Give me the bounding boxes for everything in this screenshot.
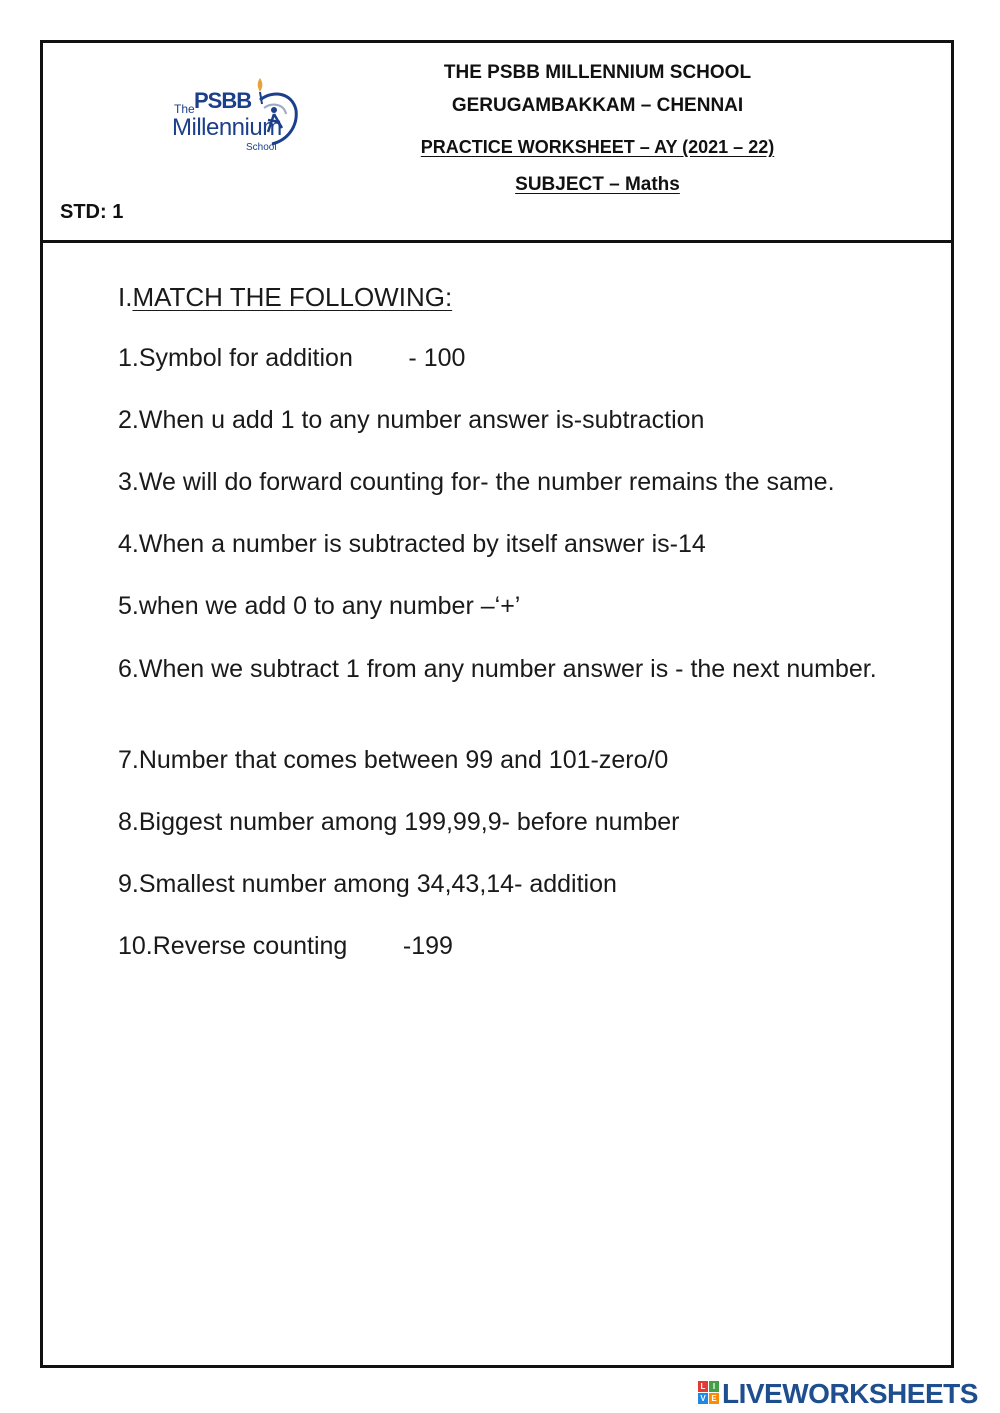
question-6: 6.When we subtract 1 from any number answer is - the next number. <box>118 655 877 683</box>
subject-text: SUBJECT – Maths <box>515 174 680 195</box>
section-heading <box>118 282 452 313</box>
subject-label <box>300 174 895 196</box>
logo-psbb: PSBB <box>194 88 252 113</box>
question-2: 2.When u add 1 to any number answer is-subtraction <box>118 406 705 434</box>
worksheet-title-text: PRACTICE WORKSHEET – AY (2021 – 22) <box>420 137 775 157</box>
badge-cell-l: L <box>698 1381 708 1392</box>
section-heading-text: MATCH THE FOLLOWING: <box>132 282 453 312</box>
logo-millennium: Millennium <box>172 114 282 141</box>
badge-cell-v: V <box>698 1393 708 1404</box>
school-name: THE PSBB MILLENNIUM SCHOOL <box>443 62 752 83</box>
school-location: GERUGAMBAKKAM – CHENNAI <box>451 95 744 116</box>
section-prefix: I. <box>118 282 133 312</box>
question-3: 3.We will do forward counting for- the number remains the same. <box>118 468 835 496</box>
liveworksheets-text: LIVEWORKSHEETS <box>722 1378 978 1409</box>
question-10: 10.Reverse counting -199 <box>118 932 453 960</box>
question-7: 7.Number that comes between 99 and 101-zero/0 <box>118 746 669 774</box>
liveworksheets-badge-icon <box>698 1381 720 1405</box>
question-4: 4.When a number is subtracted by itself answer is-14 <box>118 530 706 558</box>
question-8: 8.Biggest number among 199,99,9- before number <box>118 808 680 836</box>
std-label: STD: 1 <box>60 201 124 223</box>
school-logo <box>168 70 302 158</box>
logo-the: The <box>174 102 195 116</box>
logo-school: School <box>246 142 277 153</box>
badge-cell-i: I <box>709 1381 719 1392</box>
worksheet-title <box>300 137 895 158</box>
badge-cell-e: E <box>709 1393 719 1404</box>
header-divider <box>40 240 954 243</box>
question-9: 9.Smallest number among 34,43,14- addition <box>118 870 617 898</box>
question-5: 5.when we add 0 to any number –‘+’ <box>118 592 521 620</box>
question-1: 1.Symbol for addition - 100 <box>118 344 466 372</box>
